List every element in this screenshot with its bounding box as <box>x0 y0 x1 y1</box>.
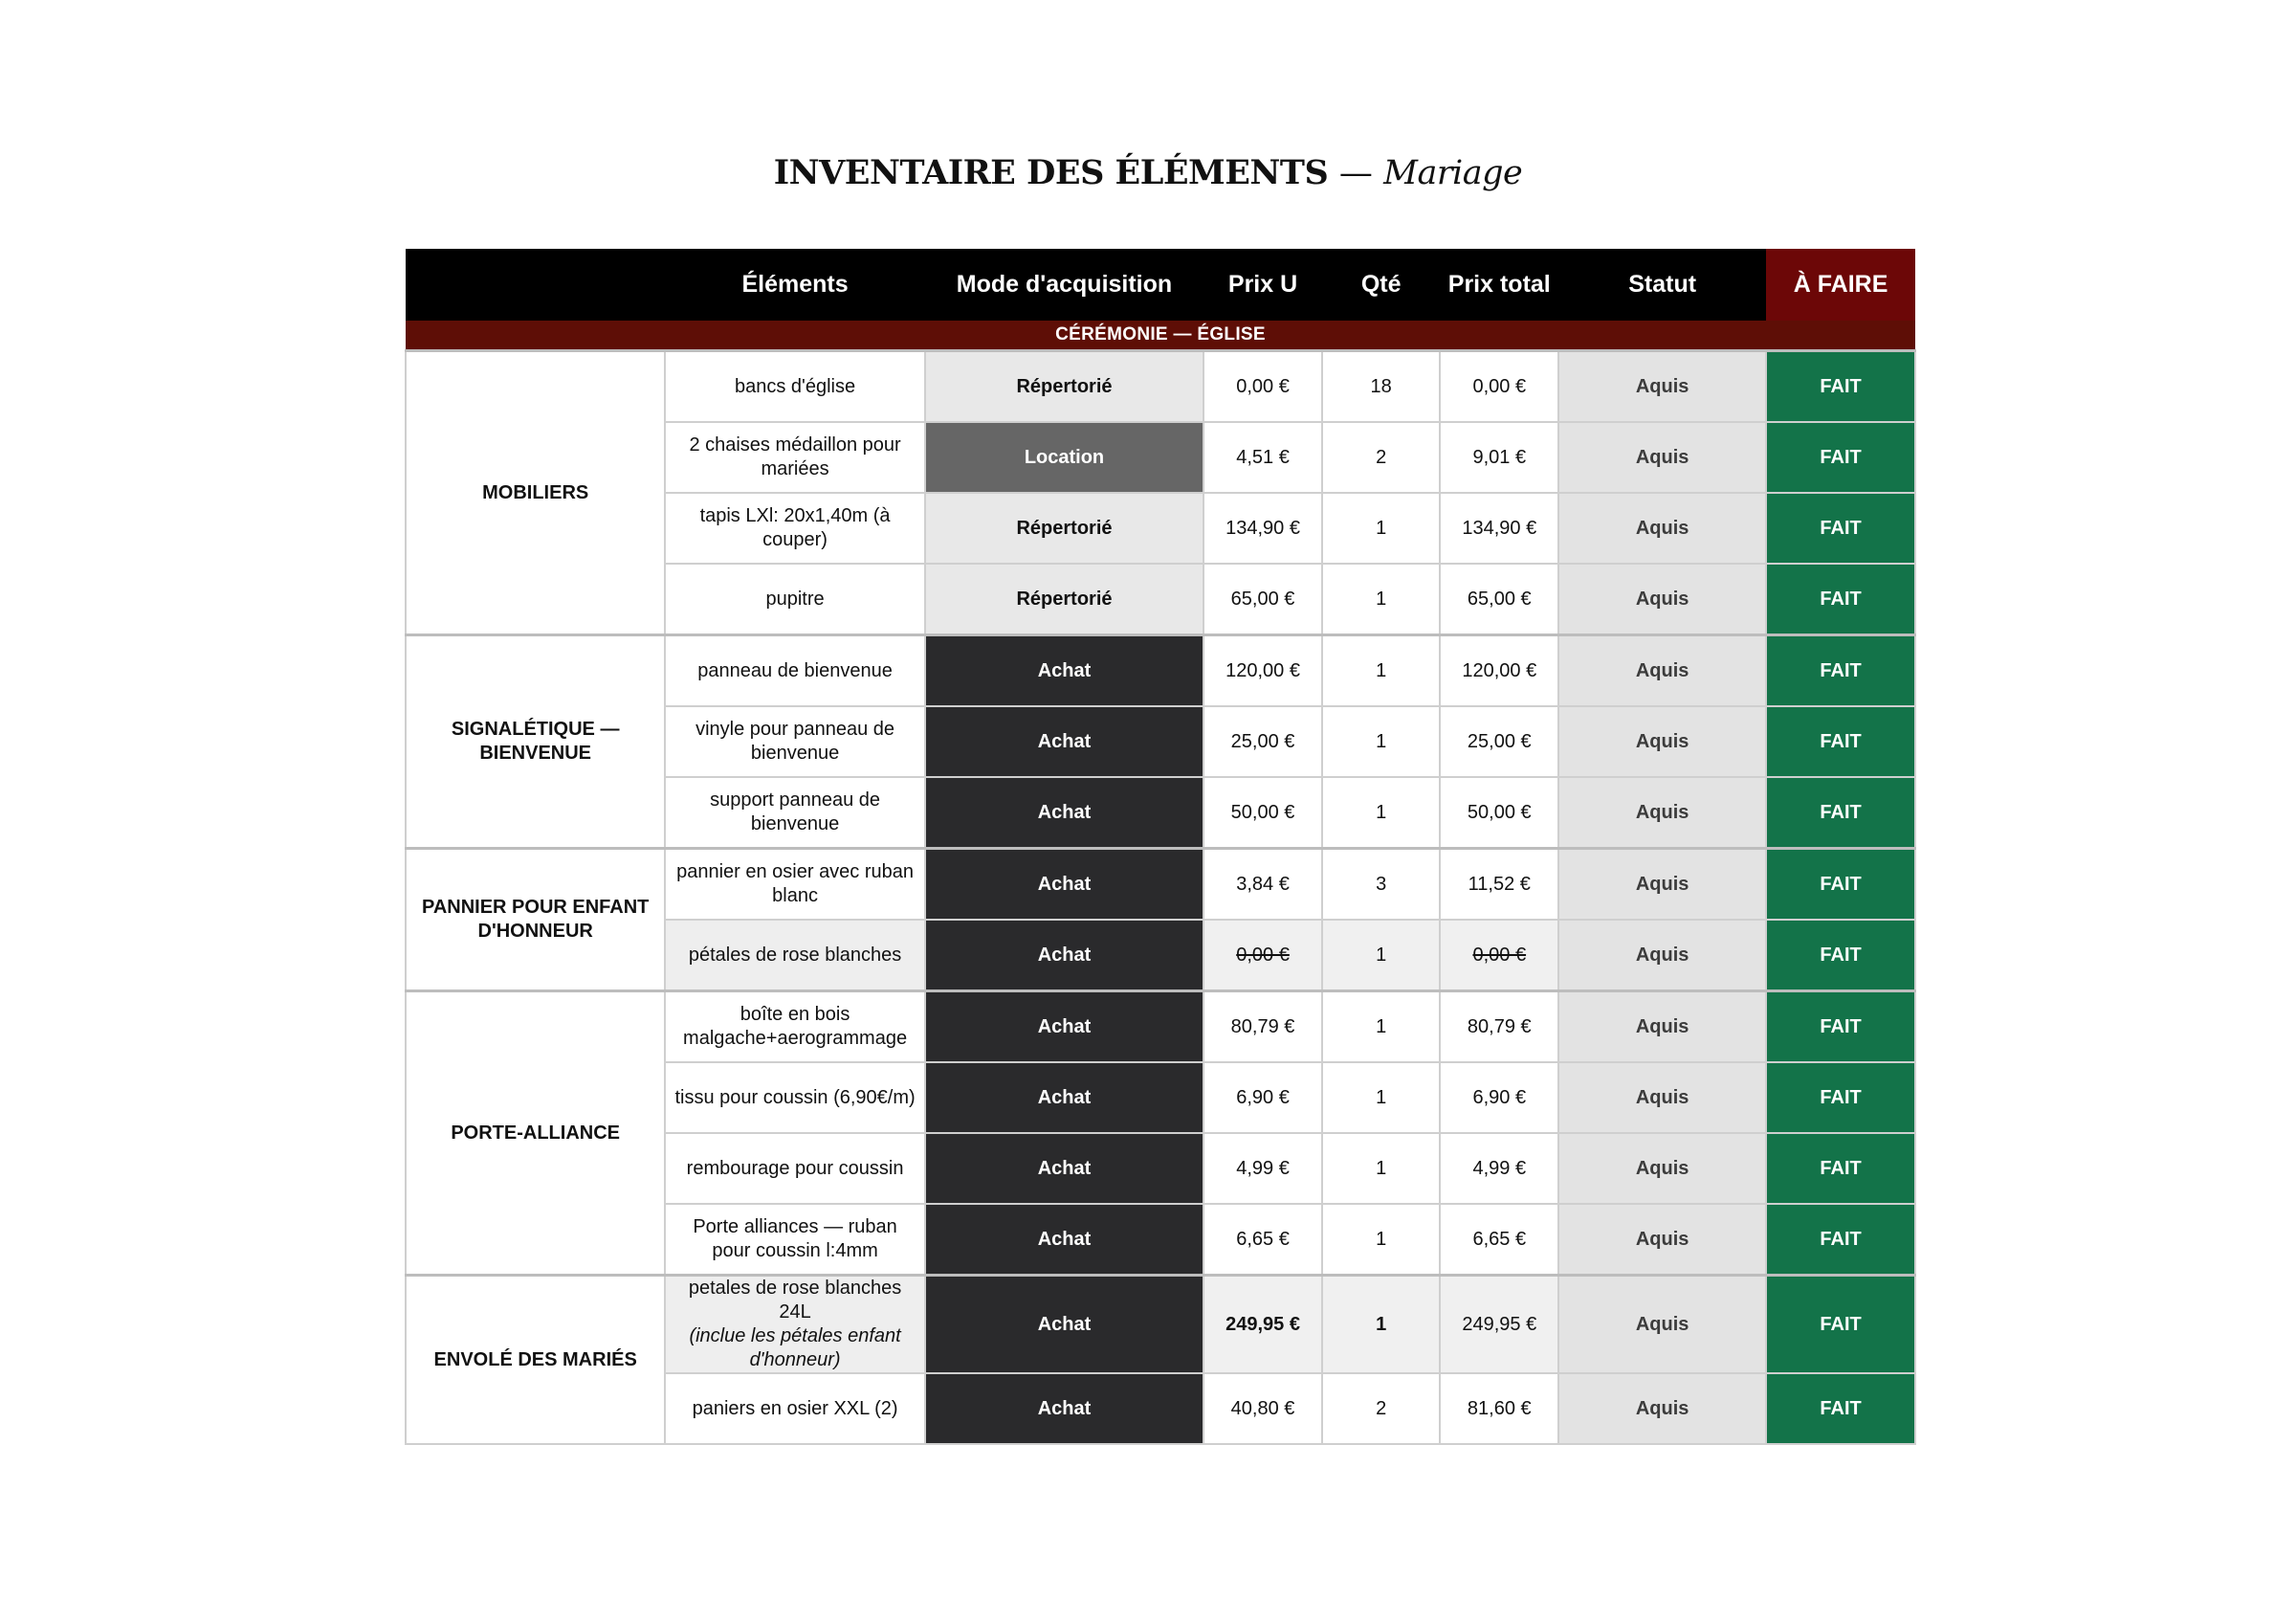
statut-cell: Aquis <box>1558 1204 1766 1276</box>
qte-cell: 1 <box>1322 920 1441 991</box>
prix-total-cell: 6,65 € <box>1440 1204 1558 1276</box>
qte-cell: 1 <box>1322 564 1441 635</box>
prix-u-cell: 80,79 € <box>1203 991 1322 1063</box>
statut-cell: Aquis <box>1558 351 1766 423</box>
mode-cell: Achat <box>925 1373 1203 1444</box>
a-faire-badge: FAIT <box>1766 351 1915 423</box>
element-cell <box>665 706 924 777</box>
header-a-faire: À FAIRE <box>1766 249 1915 321</box>
element-cell <box>665 1062 924 1133</box>
title-main: INVENTAIRE DES ÉLÉMENTS <box>773 153 1329 192</box>
qte-cell: 2 <box>1322 422 1441 493</box>
prix-u-cell: 0,00 € <box>1203 920 1322 991</box>
prix-u-cell: 40,80 € <box>1203 1373 1322 1444</box>
mode-cell: Achat <box>925 1062 1203 1133</box>
mode-cell: Achat <box>925 635 1203 707</box>
prix-u-cell: 65,00 € <box>1203 564 1322 635</box>
element-name: boîte en bois malgache+aerogrammage <box>683 1004 908 1049</box>
table-row <box>406 635 1915 707</box>
table-row <box>406 849 1915 921</box>
title-dash: — <box>1338 154 1373 192</box>
mode-cell: Achat <box>925 991 1203 1063</box>
qte-cell: 1 <box>1322 1062 1441 1133</box>
statut-cell: Aquis <box>1558 1373 1766 1444</box>
statut-cell: Aquis <box>1558 564 1766 635</box>
group-label: ENVOLÉ DES MARIÉS <box>406 1276 665 1445</box>
prix-total-cell: 6,90 € <box>1440 1062 1558 1133</box>
prix-total-cell: 0,00 € <box>1440 351 1558 423</box>
element-name: support panneau de bienvenue <box>710 789 881 834</box>
mode-cell: Répertorié <box>925 564 1203 635</box>
qte-cell: 3 <box>1322 849 1441 921</box>
element-cell <box>665 493 924 564</box>
mode-cell: Répertorié <box>925 351 1203 423</box>
prix-total-cell: 50,00 € <box>1440 777 1558 849</box>
element-cell <box>665 849 924 921</box>
qte-cell: 1 <box>1322 1133 1441 1204</box>
qte-cell: 1 <box>1322 706 1441 777</box>
qte-cell: 1 <box>1322 777 1441 849</box>
element-cell <box>665 564 924 635</box>
element-name: paniers en osier XXL (2) <box>692 1397 898 1419</box>
element-name: bancs d'église <box>735 375 856 397</box>
a-faire-badge: FAIT <box>1766 777 1915 849</box>
section-row <box>406 321 1915 351</box>
title-sub: Mariage <box>1383 154 1523 192</box>
statut-cell: Aquis <box>1558 1276 1766 1374</box>
element-name: vinyle pour panneau de bienvenue <box>695 719 895 764</box>
a-faire-badge: FAIT <box>1766 849 1915 921</box>
mode-cell: Achat <box>925 849 1203 921</box>
a-faire-badge: FAIT <box>1766 1276 1915 1374</box>
a-faire-badge: FAIT <box>1766 1062 1915 1133</box>
element-cell <box>665 351 924 423</box>
qte-cell: 18 <box>1322 351 1441 423</box>
inventory-table <box>405 249 1916 1445</box>
mode-cell: Achat <box>925 920 1203 991</box>
mode-cell: Achat <box>925 1133 1203 1204</box>
header-group <box>406 249 665 321</box>
statut-cell: Aquis <box>1558 991 1766 1063</box>
element-note: (inclue les pétales enfant d'honneur) <box>689 1325 901 1370</box>
prix-u-cell: 4,99 € <box>1203 1133 1322 1204</box>
header-row <box>406 249 1915 321</box>
prix-u-cell: 50,00 € <box>1203 777 1322 849</box>
group-label: MOBILIERS <box>406 351 665 635</box>
a-faire-badge: FAIT <box>1766 1373 1915 1444</box>
element-name: tapis LXl: 20x1,40m (à couper) <box>699 505 891 550</box>
element-name: petales de rose blanches 24L <box>688 1278 902 1323</box>
statut-cell: Aquis <box>1558 1133 1766 1204</box>
prix-total-cell: 0,00 € <box>1440 920 1558 991</box>
prix-total-cell: 249,95 € <box>1440 1276 1558 1374</box>
header-mode: Mode d'acquisition <box>925 249 1203 321</box>
prix-total-cell: 11,52 € <box>1440 849 1558 921</box>
a-faire-badge: FAIT <box>1766 706 1915 777</box>
element-name: Porte alliances — ruban pour coussin l:4mm <box>693 1216 897 1261</box>
a-faire-badge: FAIT <box>1766 422 1915 493</box>
table-row <box>406 1276 1915 1374</box>
qte-cell: 1 <box>1322 493 1441 564</box>
group-label: SIGNALÉTIQUE — BIENVENUE <box>406 635 665 849</box>
statut-cell: Aquis <box>1558 635 1766 707</box>
element-cell <box>665 422 924 493</box>
qte-cell: 1 <box>1322 1276 1441 1374</box>
prix-u-cell: 120,00 € <box>1203 635 1322 707</box>
table-row <box>406 351 1915 423</box>
a-faire-badge: FAIT <box>1766 564 1915 635</box>
qte-cell: 2 <box>1322 1373 1441 1444</box>
qte-cell: 1 <box>1322 991 1441 1063</box>
statut-cell: Aquis <box>1558 849 1766 921</box>
prix-u-cell: 134,90 € <box>1203 493 1322 564</box>
table-row <box>406 991 1915 1063</box>
prix-u-cell: 6,65 € <box>1203 1204 1322 1276</box>
a-faire-badge: FAIT <box>1766 920 1915 991</box>
statut-cell: Aquis <box>1558 777 1766 849</box>
header-prix-u: Prix U <box>1203 249 1322 321</box>
prix-u-cell: 3,84 € <box>1203 849 1322 921</box>
element-cell <box>665 920 924 991</box>
prix-u-cell: 249,95 € <box>1203 1276 1322 1374</box>
mode-cell: Répertorié <box>925 493 1203 564</box>
qte-cell: 1 <box>1322 1204 1441 1276</box>
qte-cell: 1 <box>1322 635 1441 707</box>
element-name: pupitre <box>765 588 825 610</box>
prix-total-cell: 25,00 € <box>1440 706 1558 777</box>
a-faire-badge: FAIT <box>1766 635 1915 707</box>
prix-total-cell: 4,99 € <box>1440 1133 1558 1204</box>
a-faire-badge: FAIT <box>1766 493 1915 564</box>
inventory-body <box>406 321 1915 1444</box>
mode-cell: Location <box>925 422 1203 493</box>
mode-cell: Achat <box>925 706 1203 777</box>
mode-cell: Achat <box>925 777 1203 849</box>
prix-total-cell: 80,79 € <box>1440 991 1558 1063</box>
statut-cell: Aquis <box>1558 706 1766 777</box>
element-name: pannier en osier avec ruban blanc <box>676 861 915 906</box>
element-cell <box>665 777 924 849</box>
element-cell <box>665 1373 924 1444</box>
a-faire-badge: FAIT <box>1766 1133 1915 1204</box>
element-cell <box>665 1133 924 1204</box>
prix-total-cell: 134,90 € <box>1440 493 1558 564</box>
prix-total-cell: 81,60 € <box>1440 1373 1558 1444</box>
group-label: PANNIER POUR ENFANT D'HONNEUR <box>406 849 665 991</box>
element-name: panneau de bienvenue <box>697 659 893 681</box>
statut-cell: Aquis <box>1558 1062 1766 1133</box>
header-prix-total: Prix total <box>1440 249 1558 321</box>
statut-cell: Aquis <box>1558 422 1766 493</box>
header-qte: Qté <box>1322 249 1441 321</box>
prix-total-cell: 120,00 € <box>1440 635 1558 707</box>
element-name: 2 chaises médaillon pour mariées <box>689 434 901 479</box>
header-statut: Statut <box>1558 249 1766 321</box>
page-title <box>0 153 2296 192</box>
element-name: pétales de rose blanches <box>688 944 902 966</box>
header-elements: Éléments <box>665 249 924 321</box>
element-cell <box>665 635 924 707</box>
mode-cell: Achat <box>925 1204 1203 1276</box>
element-cell <box>665 1204 924 1276</box>
a-faire-badge: FAIT <box>1766 991 1915 1063</box>
prix-u-cell: 25,00 € <box>1203 706 1322 777</box>
statut-cell: Aquis <box>1558 493 1766 564</box>
element-name: rembourage pour coussin <box>686 1157 904 1179</box>
prix-u-cell: 6,90 € <box>1203 1062 1322 1133</box>
statut-cell: Aquis <box>1558 920 1766 991</box>
element-cell <box>665 991 924 1063</box>
element-name: tissu pour coussin (6,90€/m) <box>674 1086 916 1108</box>
prix-u-cell: 0,00 € <box>1203 351 1322 423</box>
prix-total-cell: 65,00 € <box>1440 564 1558 635</box>
section-label: CÉRÉMONIE — ÉGLISE <box>406 321 1915 351</box>
mode-cell: Achat <box>925 1276 1203 1374</box>
a-faire-badge: FAIT <box>1766 1204 1915 1276</box>
prix-u-cell: 4,51 € <box>1203 422 1322 493</box>
group-label: PORTE-ALLIANCE <box>406 991 665 1276</box>
prix-total-cell: 9,01 € <box>1440 422 1558 493</box>
element-cell <box>665 1276 924 1374</box>
